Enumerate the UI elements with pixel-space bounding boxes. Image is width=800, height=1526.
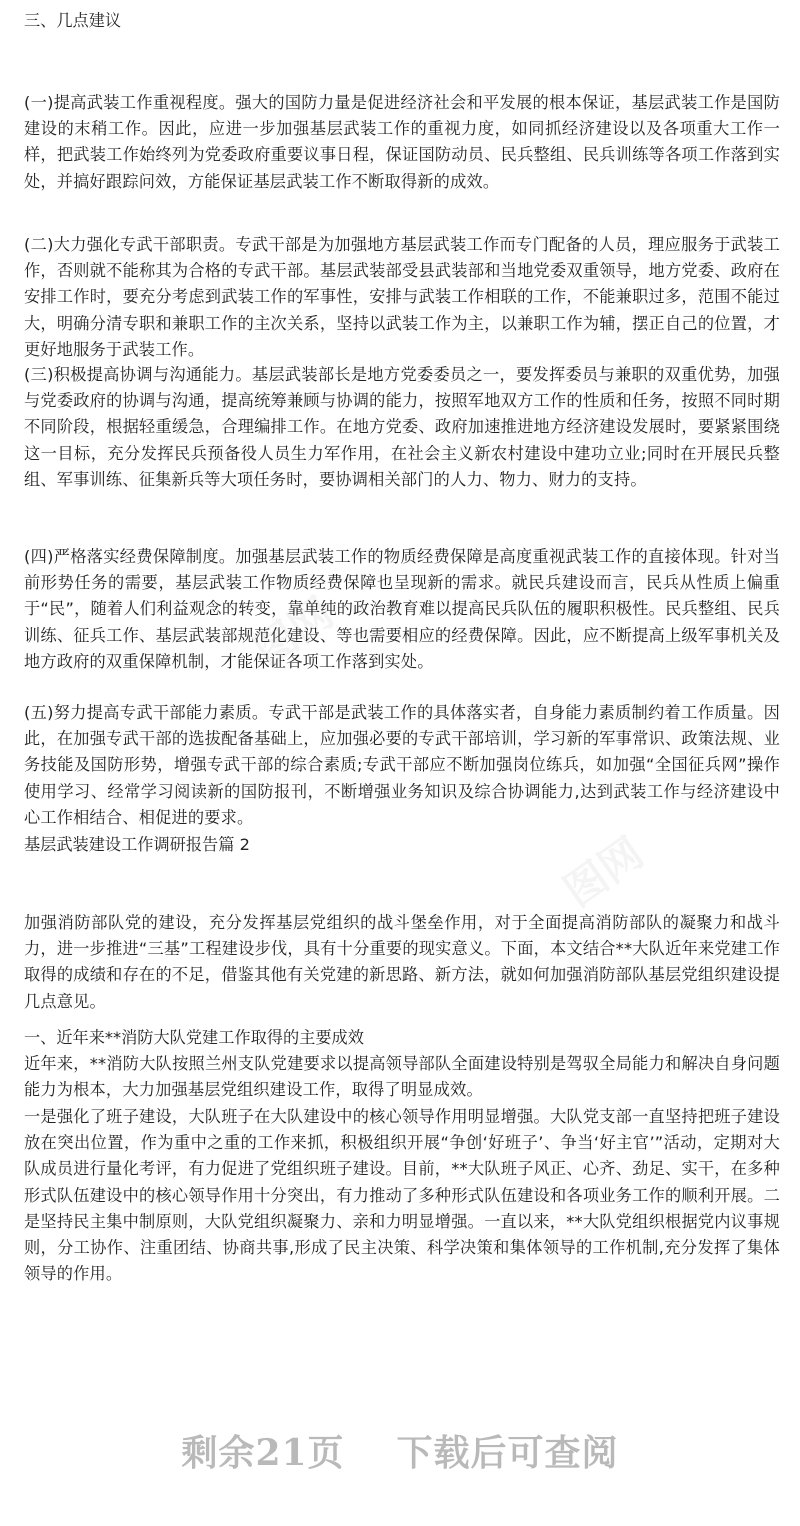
report-title: 基层武装建设工作调研报告篇 2 (24, 835, 250, 854)
paragraph-suggestion-1: (一)提高武装工作重视程度。强大的国防力量是促进经济社会和平发展的根本保证，基层武装工作是国防建设的末稍工作。因此，应进一步加强基层武装工作的重视力度，如同抓经济建设以及各项重大工作一样，把武装工作始终列为党委政府重要议事日程，保证国防动员、民兵整组、民兵训练等各项工作落到实处，并搞好跟踪问效，方能保证基层武装工作不断取得新的成效。 (24, 93, 780, 191)
paragraph-suggestion-3: (三)积极提高协调与沟通能力。基层武装部长是地方党委委员之一，要发挥委员与兼职的双重优势，加强与党委政府的协调与沟通，提高统筹兼顾与协调的能力，按照军地双方工作的性质和任务，按照不同时期不同阶段，根据轻重缓急，合理编排工作。在地方党委、政府加速推进地方经济建设发展时，要紧紧围绕这一目标，充分发挥民兵预备役人员生力军作用，在社会主义新农村建设中建功立业;同时在开展民兵整组、军事训练、征集新兵等大项任务时，要协调相关部门的人力、物力、财力的支持。 (24, 365, 780, 489)
paragraph-suggestion-2: (二)大力强化专武干部职责。专武干部是为加强地方基层武装工作而专门配备的人员，理应服务于武装工作，否则就不能称其为合格的专武干部。基层武装部受县武装部和当地党委双重领导，地方党委、政府在安排工作时，要充分考虑到武装工作的军事性，安排与武装工作相联的工作，不能兼职过多，范围不能过大，明确分清专职和兼职工作的主次关系，坚持以武装工作为主，以兼职工作为辅，摆正自己的位置，才更好地服务于武装工作。 (24, 235, 780, 359)
paragraph-achievements-2: 一是强化了班子建设，大队班子在大队建设中的核心领导作用明显增强。大队党支部一直坚持把班子建设放在突出位置，作为重中之重的工作来抓，积极组织开展“争创‘好班子’、争当‘好主官’”活动，定期对大队成员进行量化考评，有力促进了党组织班子建设。目前，**大队班子风正、心齐、劲足、实干，在多种形式队伍建设中的核心领导作用十分突出，有力推动了多种形式队伍建设和各项业务工作的顺利开展。二是坚持民主集中制原则，大队党组织凝聚力、亲和力明显增强。一直以来，**大队党组织根据党内议事规则，分工协作、注重团结、协商共事,形成了民主决策、科学决策和集体领导的工作机制,充分发挥了集体领导的作用。 (24, 1107, 780, 1284)
paragraph-intro: 加强消防部队党的建设，充分发挥基层党组织的战斗堡垒作用，对于全面提高消防部队的凝聚力和战斗力，进一步推进“三基”工程建设步伐，具有十分重要的现实意义。下面，本文结合**大队近年来党建工作取得的成绩和存在的不足，借鉴其他有关党建的新思路、新方法，就如何加强消防部队基层党组织建设提几点意见。 (24, 913, 780, 1011)
paragraph-suggestion-5: (五)努力提高专武干部能力素质。专武干部是武装工作的具体落实者，自身能力素质制约着工作质量。因此，在加强专武干部的选拔配备基础上，应加强必要的专武干部培训，学习新的军事常识、政策法规、业务技能及国防形势，增强专武干部的综合素质;专武干部应不断加强岗位练兵，如加强“全国征兵网”操作使用学习、经常学习阅读新的国防报刊，不断增强业务知识及综合协调能力,达到武装工作与经济建设中心工作相结合、相促进的要求。 (24, 703, 780, 827)
paragraph-achievements-1: 近年来，**消防大队按照兰州支队党建要求以提高领导部队全面建设特别是驾驭全局能力和解决自身问题能力为根本，大力加强基层党组织建设工作，取得了明显成效。 (24, 1054, 780, 1100)
download-banner[interactable] (0, 1422, 800, 1484)
section-heading-suggestions: 三、几点建议 (24, 11, 122, 30)
section-heading-achievements: 一、近年来**消防大队党建工作取得的主要成效 (24, 1028, 364, 1047)
paragraph-suggestion-4: (四)严格落实经费保障制度。加强基层武装工作的物质经费保障是高度重视武装工作的直接体现。针对当前形势任务的需要，基层武装工作物质经费保障也呈现新的需求。就民兵建设而言，民兵从性质上偏重于“民”，随着人们利益观念的转变，靠单纯的政治教育难以提高民兵队伍的履职积极性。民兵整组、民兵训练、征兵工作、基层武装部规范化建设、等也需要相应的经费保障。因此，应不断提高上级军事机关及地方政府的双重保障机制，才能保证各项工作落到实处。 (24, 547, 780, 671)
watermark: 图网 (244, 587, 342, 677)
remaining-pages-label: 剩余21页 (181, 1432, 345, 1474)
download-prompt-label: 下载后可查阅 (396, 1432, 619, 1474)
watermark: 图网 (554, 827, 652, 917)
